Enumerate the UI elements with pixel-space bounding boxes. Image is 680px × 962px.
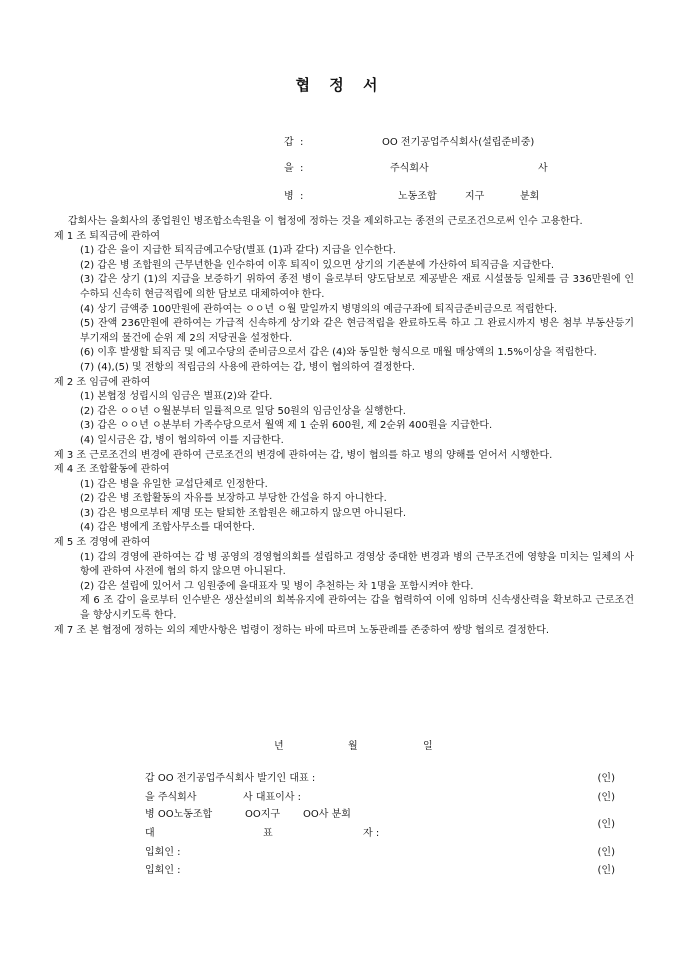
signature-eul-text-a: 을 주식회사 — [145, 792, 197, 803]
party-byeong-value-c: 분회 — [520, 191, 540, 202]
party-gap-label: 갑 — [284, 137, 294, 148]
article-2-heading: 제 2 조 임금에 관하여 — [54, 376, 151, 388]
article-1-item-6: (6) 이후 발생할 퇴직금 및 예고수당의 준비금으로서 갑은 (4)와 동일한 형식으로 매월 매상액의 1.5%이상을 적립한다. — [80, 347, 597, 359]
article-1-heading: 제 1 조 퇴직금에 관하여 — [54, 230, 161, 242]
party-eul-colon: : — [300, 163, 304, 174]
agreement-body — [54, 215, 634, 638]
signature-eul-text-b: 사 대표이사 : — [243, 792, 302, 803]
party-eul-value-a: 주식회사 — [390, 163, 429, 174]
party-byeong-colon: : — [300, 191, 304, 202]
article-7: 제 7 조 본 협정에 정하는 외의 제반사항은 법령이 정하는 바에 따르며 노동관례를 존중하여 쌍방 협의로 결정한다. — [54, 624, 550, 636]
article-1-item-7: (7) (4),(5) 및 전항의 적립금의 사용에 관하여는 갑, 병이 협의하여 결정한다. — [80, 361, 415, 373]
article-5-item-2: (2) 갑은 설립에 있어서 그 임원중에 을대표자 및 병이 추천하는 차 1명을 포함시켜야 한다. — [80, 580, 474, 592]
article-4-item-1: (1) 갑은 병을 유일한 교섭단체로 인정한다. — [80, 478, 268, 490]
signature-byeong-text-c: OO사 분회 — [303, 809, 351, 820]
signature-witness-1-text: 입회인 : — [145, 847, 181, 858]
signature-rep-a: 대 — [145, 828, 155, 839]
signature-rep-b: 표 — [263, 828, 273, 839]
signature-witness-2 — [145, 864, 615, 882]
party-byeong — [0, 190, 680, 208]
date-day: 일 — [423, 741, 433, 752]
article-3: 제 3 조 근로조건의 변경에 관하여 근로조건의 변경에 관하여는 갑, 병이 협의를 하고 병의 양해를 얻어서 시행한다. — [54, 449, 553, 461]
seal-witness-2: (인) — [597, 865, 615, 876]
article-5-heading: 제 5 조 경영에 관하여 — [54, 537, 151, 549]
article-4-item-3: (3) 갑은 병으로부터 제명 또는 탈퇴한 조합원은 해고하지 않으면 아니된다. — [80, 507, 407, 519]
party-gap — [0, 136, 680, 154]
signature-representative — [145, 827, 615, 845]
party-byeong-value-b: 지구 — [465, 191, 485, 202]
seal-witness-1: (인) — [597, 847, 615, 858]
document-title: 협 정 서 — [295, 76, 385, 94]
article-1-item-3: (3) 갑은 상기 (1)의 지급을 보증하기 위하여 종전 병이 을로부터 양도담보로 제공받은 재료 시설물등 일체를 금 336만원에 인수하되 신속히 현금적립에 의한 담보로 대체하여야 한다. — [80, 274, 634, 300]
seal-gap: (인) — [597, 773, 615, 784]
party-gap-colon: : — [300, 137, 304, 148]
seal-eul: (인) — [597, 792, 615, 803]
article-2-item-2: (2) 갑은 ㅇㅇ년 ㅇ월분부터 일률적으로 일당 50원의 임금인상을 실행한다. — [80, 405, 406, 417]
article-1-item-2: (2) 갑은 병 조합원의 근무년한을 인수하여 이후 퇴직이 있으면 상기의 기존분에 가산하여 퇴직금을 지급한다. — [80, 259, 555, 271]
article-2-item-4: (4) 일시금은 갑, 병이 협의하여 이를 지급한다. — [80, 434, 284, 446]
date-month: 월 — [348, 741, 358, 752]
article-5-item-1: (1) 갑의 경영에 관하여는 갑 병 공영의 경영협의회를 설립하고 경영상 중대한 변경과 병의 근무조건에 영향을 미치는 일체의 사항에 관하여 사전에 협의 하지 않으면 아니된다. — [80, 551, 634, 578]
article-4-heading: 제 4 조 조합활동에 관하여 — [54, 464, 170, 476]
seal-byeong: (인) — [597, 819, 615, 830]
article-2-item-1: (1) 본협정 성립시의 임금은 별표(2)와 같다. — [80, 391, 273, 403]
preamble: 갑회사는 을회사의 종업원인 병조합소속원을 이 협정에 정하는 것을 제외하고는 종전의 근로조건으로써 인수 고용한다. — [68, 216, 583, 227]
article-6: 제 6 조 갑이 을로부터 인수받은 생산설비의 회복유지에 관하여는 갑을 협력하여 이에 임하며 신속생산력을 확보하고 근로조건을 향상시키도록 한다. — [80, 595, 634, 622]
party-gap-value: OO 전기공업주식회사(설립준비중) — [382, 137, 535, 148]
article-2-item-3: (3) 갑은 ㅇㅇ년 ㅇ분부터 가족수당으로서 월액 제 1 순위 600원, 제 2순위 400원을 지급한다. — [80, 420, 493, 432]
party-byeong-value-a: 노동조합 — [398, 191, 437, 202]
article-4-item-2: (2) 갑은 병 조합활동의 자유를 보장하고 부당한 간섭을 하지 아니한다. — [80, 493, 387, 505]
party-eul — [0, 162, 680, 180]
signature-byeong-text-b: OO지구 — [245, 809, 281, 820]
signature-gap — [145, 772, 615, 790]
signature-gap-text: 갑 OO 전기공업주식회사 발기인 대표 : — [145, 773, 316, 784]
signature-rep-c: 자 : — [363, 828, 380, 839]
party-byeong-label: 병 — [284, 191, 294, 202]
article-1-item-5: (5) 잔액 236만원에 관하여는 가급적 신속하게 상기와 같은 현금적립을 완료하도록 하고 그 완료시까지 병은 첨부 부동산등기부기재의 물건에 순위 제 2의 저당권을 설정한다. — [80, 318, 634, 344]
party-eul-label: 을 — [284, 163, 294, 174]
party-eul-value-b: 사 — [538, 163, 548, 174]
signature-byeong-text-a: 병 OO노동조합 — [145, 809, 213, 820]
article-4-item-4: (4) 갑은 병에게 조합사무소를 대여한다. — [80, 522, 255, 534]
signature-witness-1 — [145, 846, 615, 864]
signature-eul — [145, 791, 615, 809]
article-1-item-1: (1) 갑은 을이 지급한 퇴직금예고수당(별표 (1)과 같다) 지급을 인수한다. — [80, 245, 396, 257]
article-1-item-4: (4) 상기 금액중 100만원에 관하여는 ㅇㅇ년 ㅇ월 말일까지 병명의의 예금구좌에 퇴직금준비금으로 적립한다. — [80, 303, 558, 315]
date-year: 년 — [274, 741, 284, 752]
signature-witness-2-text: 입회인 : — [145, 865, 181, 876]
signing-date — [0, 740, 680, 758]
